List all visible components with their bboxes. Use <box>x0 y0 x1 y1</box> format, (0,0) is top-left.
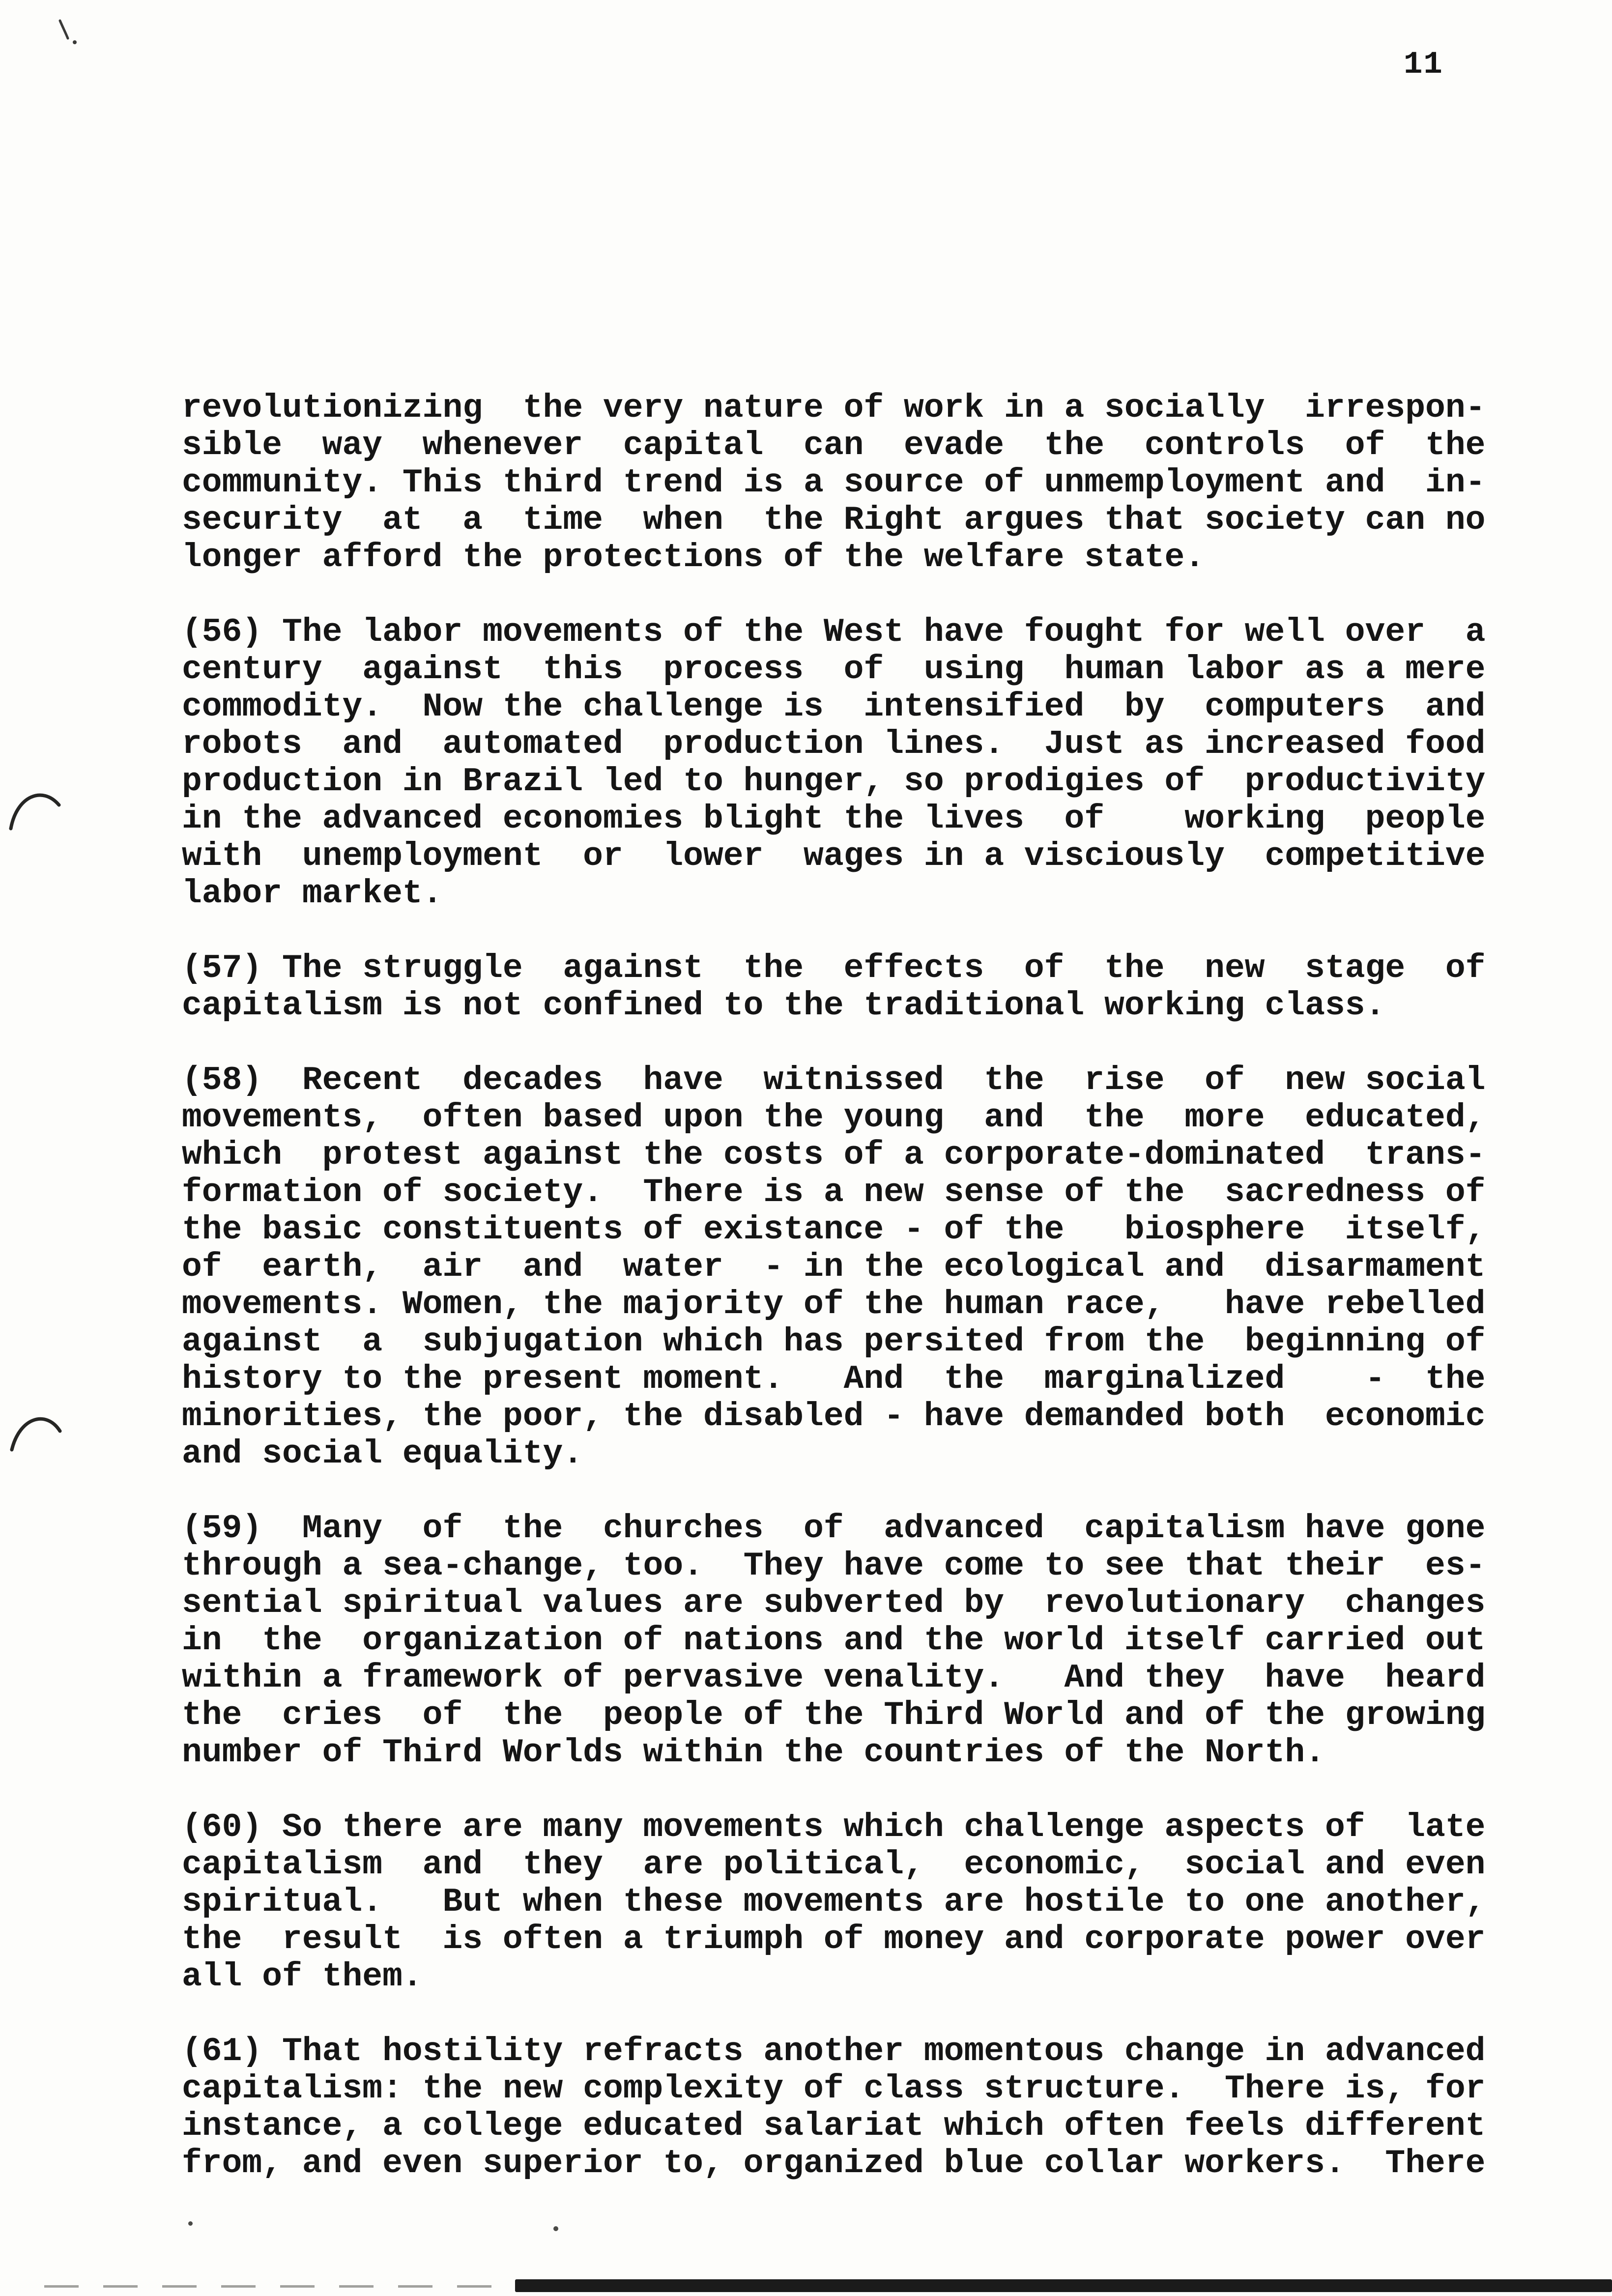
paragraph-58 <box>182 1062 1485 1473</box>
text-line: which protest against the costs of a corporate-dominated trans- <box>182 1136 1486 1174</box>
text-line: from, and even superior to, organized blue collar workers. There <box>182 2145 1486 2182</box>
text-line: of earth, air and water - in the ecological and disarmament <box>182 1248 1486 1286</box>
text-line: sible way whenever capital can evade the controls of the <box>182 427 1486 464</box>
text-line: labor market. <box>182 875 443 913</box>
text-line: in the organization of nations and the world itself carried out <box>182 1622 1486 1660</box>
text-line: minorities, the poor, the disabled - have demanded both economic <box>182 1398 1486 1435</box>
paragraph-56 <box>182 614 1485 913</box>
text-line: through a sea-change, too. They have come to see that their es- <box>182 1547 1486 1585</box>
paragraph-59 <box>182 1510 1485 1772</box>
text-line: century against this process of using human labor as a mere <box>182 651 1486 689</box>
pen-arc-lower-icon <box>9 1405 68 1464</box>
text-line: spiritual. But when these movements are hostile to one another, <box>182 1883 1486 1921</box>
text-line: (56) The labor movements of the West have fought for well over a <box>182 613 1486 651</box>
scan-dashes-bottom <box>44 2285 515 2288</box>
text-line: (58) Recent decades have witnissed the rise of new social <box>182 1062 1486 1099</box>
pen-tick-top-left-icon <box>53 17 87 51</box>
paragraph-continued <box>182 390 1485 576</box>
paragraph-60 <box>182 1809 1485 1996</box>
paragraph-61 <box>182 2033 1485 2182</box>
text-line: the basic constituents of existance - of the biosphere itself, <box>182 1211 1486 1249</box>
text-line: with unemployment or lower wages in a visciously competitive <box>182 837 1486 875</box>
text-line: (61) That hostility refracts another momentous change in advanced <box>182 2033 1486 2070</box>
document-body <box>182 390 1485 2182</box>
text-line: revolutionizing the very nature of work in a socially irrespon- <box>182 389 1486 427</box>
text-line: in the advanced economies blight the lives of working people <box>182 800 1486 838</box>
text-line: commodity. Now the challenge is intensified by computers and <box>182 688 1486 726</box>
paragraph-57 <box>182 950 1485 1025</box>
text-line: robots and automated production lines. Just as increased food <box>182 725 1486 763</box>
text-line: security at a time when the Right argues that society can no <box>182 501 1486 539</box>
text-line: movements. Women, the majority of the human race, have rebelled <box>182 1286 1486 1323</box>
text-line: history to the present moment. And the marginalized - the <box>182 1360 1486 1398</box>
scan-dot-bottom-center <box>553 2226 558 2231</box>
scan-dot-bottom-left <box>188 2221 193 2226</box>
text-line: (60) So there are many movements which challenge aspects of late <box>182 1808 1486 1846</box>
text-line: sential spiritual values are subverted by revolutionary changes <box>182 1584 1486 1622</box>
text-line: the result is often a triumph of money and corporate power over <box>182 1921 1486 1958</box>
text-line: and social equality. <box>182 1435 583 1473</box>
text-line: the cries of the people of the Third World and of the growing <box>182 1696 1486 1734</box>
text-line: production in Brazil led to hunger, so prodigies of productivity <box>182 763 1486 801</box>
text-line: all of them. <box>182 1958 423 1996</box>
text-line: capitalism: the new complexity of class structure. There is, for <box>182 2070 1486 2108</box>
text-line: movements, often based upon the young and the more educated, <box>182 1099 1486 1137</box>
text-line: longer afford the protections of the welfare state. <box>182 539 1205 576</box>
text-line: against a subjugation which has persited from the beginning of <box>182 1323 1486 1361</box>
text-line: (57) The struggle against the effects of the new stage of <box>182 949 1486 987</box>
text-line: instance, a college educated salariat which often feels different <box>182 2107 1486 2145</box>
text-line: capitalism is not confined to the traditional working class. <box>182 987 1385 1025</box>
scan-bar-bottom <box>515 2279 1612 2292</box>
text-line: formation of society. There is a new sense of the sacredness of <box>182 1174 1486 1211</box>
text-line: (59) Many of the churches of advanced capitalism have gone <box>182 1510 1486 1548</box>
text-line: number of Third Worlds within the countries of the North. <box>182 1734 1325 1772</box>
text-line: capitalism and they are political, economic, social and even <box>182 1846 1486 1884</box>
pen-arc-upper-icon <box>7 781 66 840</box>
page-number: 11 <box>1404 47 1443 83</box>
text-line: within a framework of pervasive venality. And they have heard <box>182 1659 1486 1697</box>
text-line: community. This third trend is a source of unmemployment and in- <box>182 464 1486 502</box>
